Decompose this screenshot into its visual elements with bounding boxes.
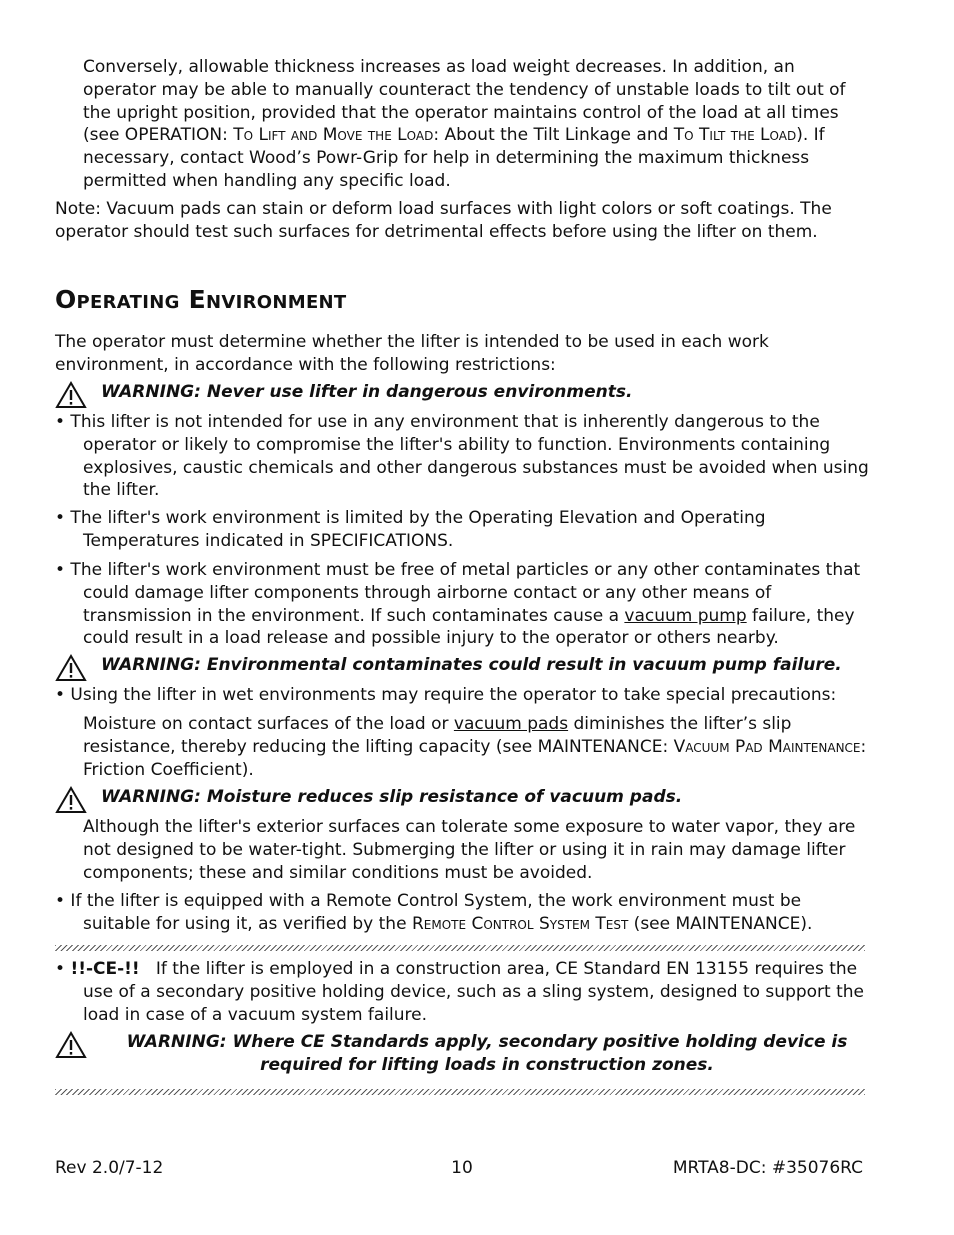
bullet-remote-control	[55, 890, 873, 936]
section-intro: The operator must determine whether the lifter is intended to be used in each work environment, in accordance with the following restrictions:	[55, 332, 769, 375]
moisture-text: Moisture on contact surfaces of the load or	[83, 714, 454, 734]
note-paragraph: Note: Vacuum pads can stain or deform load surfaces with light colors or soft coatings. The operator should test such surfaces for detrimental effects before using the lifter on them.	[55, 199, 832, 242]
bullet-remote-text: • If the lifter is equipped with a Remote Control System, the work environment must be suitable for using it, as verified by the	[55, 891, 802, 934]
bullet-dangerous: • This lifter is not intended for use in any environment that is inherently dangerous to the operator or likely to compromise the lifter's ability to function. Environments containing explosives, caustic chemicals and other dangerous substances must be avoided when using the lifter.	[55, 412, 869, 501]
moisture-ref-pad-maintenance: Vacuum Pad Maintenance	[673, 736, 861, 757]
intro-ref-tilt: To Tilt the Load	[673, 125, 797, 146]
exterior-paragraph: Although the lifter's exterior surfaces can tolerate some exposure to water vapor, they are not designed to be water-tight. Submerging the lifter or using it in rain may damage lifter components; these and similar conditions must be avoided.	[83, 817, 856, 883]
ce-divider-bottom	[55, 1089, 865, 1095]
ce-text: If the lifter is employed in a construction area, CE Standard EN 13155 requires the use of a secondary positive holding device, such as a sling system, designed to support the load in case of a vacuum system failure.	[83, 959, 870, 1025]
bullet-contaminates-text: • The lifter's work environment must be free of metal particles or any other contaminates that could damage lifter components through airborne contact or any other means of transmission in the environment. If such contaminates cause a	[55, 560, 861, 626]
footer-page-number: 10	[451, 1158, 473, 1178]
bullet-elevation-temperature: • The lifter's work environment is limited by the Operating Elevation and Operating Temperatures indicated in SPECIFICATIONS.	[55, 508, 766, 551]
bullet-ce-standard: • !!-CE-!! If the lifter is employed in a construction area, CE Standard EN 13155 requires the use of a secondary positive holding device, such as a sling system, designed to support the load in case of a vacuum system failure.	[55, 959, 870, 1025]
intro-text-3: ). If necessary, contact Wood’s Powr-Grip for help in determining the maximum thickness permitted when handling any specific load.	[83, 125, 825, 191]
intro-text-1: Conversely, allowable thickness increases as load weight decreases. In addition, an operator may be able to manually counteract the tendency of unstable loads to tilt out of the upright position, provided that the operator maintains control of the load at all times (see OPERATION:	[83, 57, 846, 146]
bullet-contaminates	[55, 559, 873, 650]
vacuum-pump-term: vacuum pump	[624, 605, 747, 626]
moisture-paragraph	[83, 713, 873, 781]
warning-text: WARNING: Never use lifter in dangerous environments.	[101, 382, 633, 402]
footer-revision: Rev 2.0/7-12	[55, 1158, 164, 1178]
warning-triangle-icon	[55, 654, 87, 682]
bullet-contaminates-text-end: failure, they could result in a load release and possible injury to the operator or others nearby.	[83, 605, 855, 649]
moisture-text-3: : Friction Coefficient).	[83, 736, 867, 780]
warning-text: WARNING: Moisture reduces slip resistance of vacuum pads.	[101, 787, 683, 807]
vacuum-pads-term: vacuum pads	[453, 714, 569, 734]
warning-text	[101, 1031, 873, 1077]
section-title: Operating Environment	[55, 285, 347, 314]
bullet-wet-environments: • Using the lifter in wet environments may require the operator to take special precautions:	[55, 685, 837, 705]
intro-paragraph	[83, 56, 873, 193]
intro-text-2: : About the Tilt Linkage and	[433, 125, 674, 146]
ce-divider-top	[55, 945, 865, 951]
footer-model-number: MRTA8-DC: #35076RC	[672, 1158, 863, 1178]
ce-mark: !!-CE-!!	[70, 959, 140, 979]
warning-line-1: WARNING: Where CE Standards apply, secondary positive holding device is	[126, 1032, 848, 1052]
warning-triangle-icon	[55, 1031, 87, 1059]
warning-line-2: required for lifting loads in construction zones.	[260, 1054, 714, 1075]
intro-ref-lift-move: To Lift and Move the Load	[233, 125, 434, 146]
bullet-remote-text-end: (see MAINTENANCE).	[628, 913, 813, 934]
warning-triangle-icon	[55, 381, 87, 409]
remote-control-test-ref: Remote Control System Test	[411, 913, 629, 934]
warning-triangle-icon	[55, 786, 87, 814]
warning-text: WARNING: Environmental contaminates could result in vacuum pump failure.	[101, 655, 842, 675]
moisture-text-2: diminishes the lifter’s slip resistance, thereby reducing the lifting capacity (see MAINTENANCE:	[83, 714, 792, 757]
